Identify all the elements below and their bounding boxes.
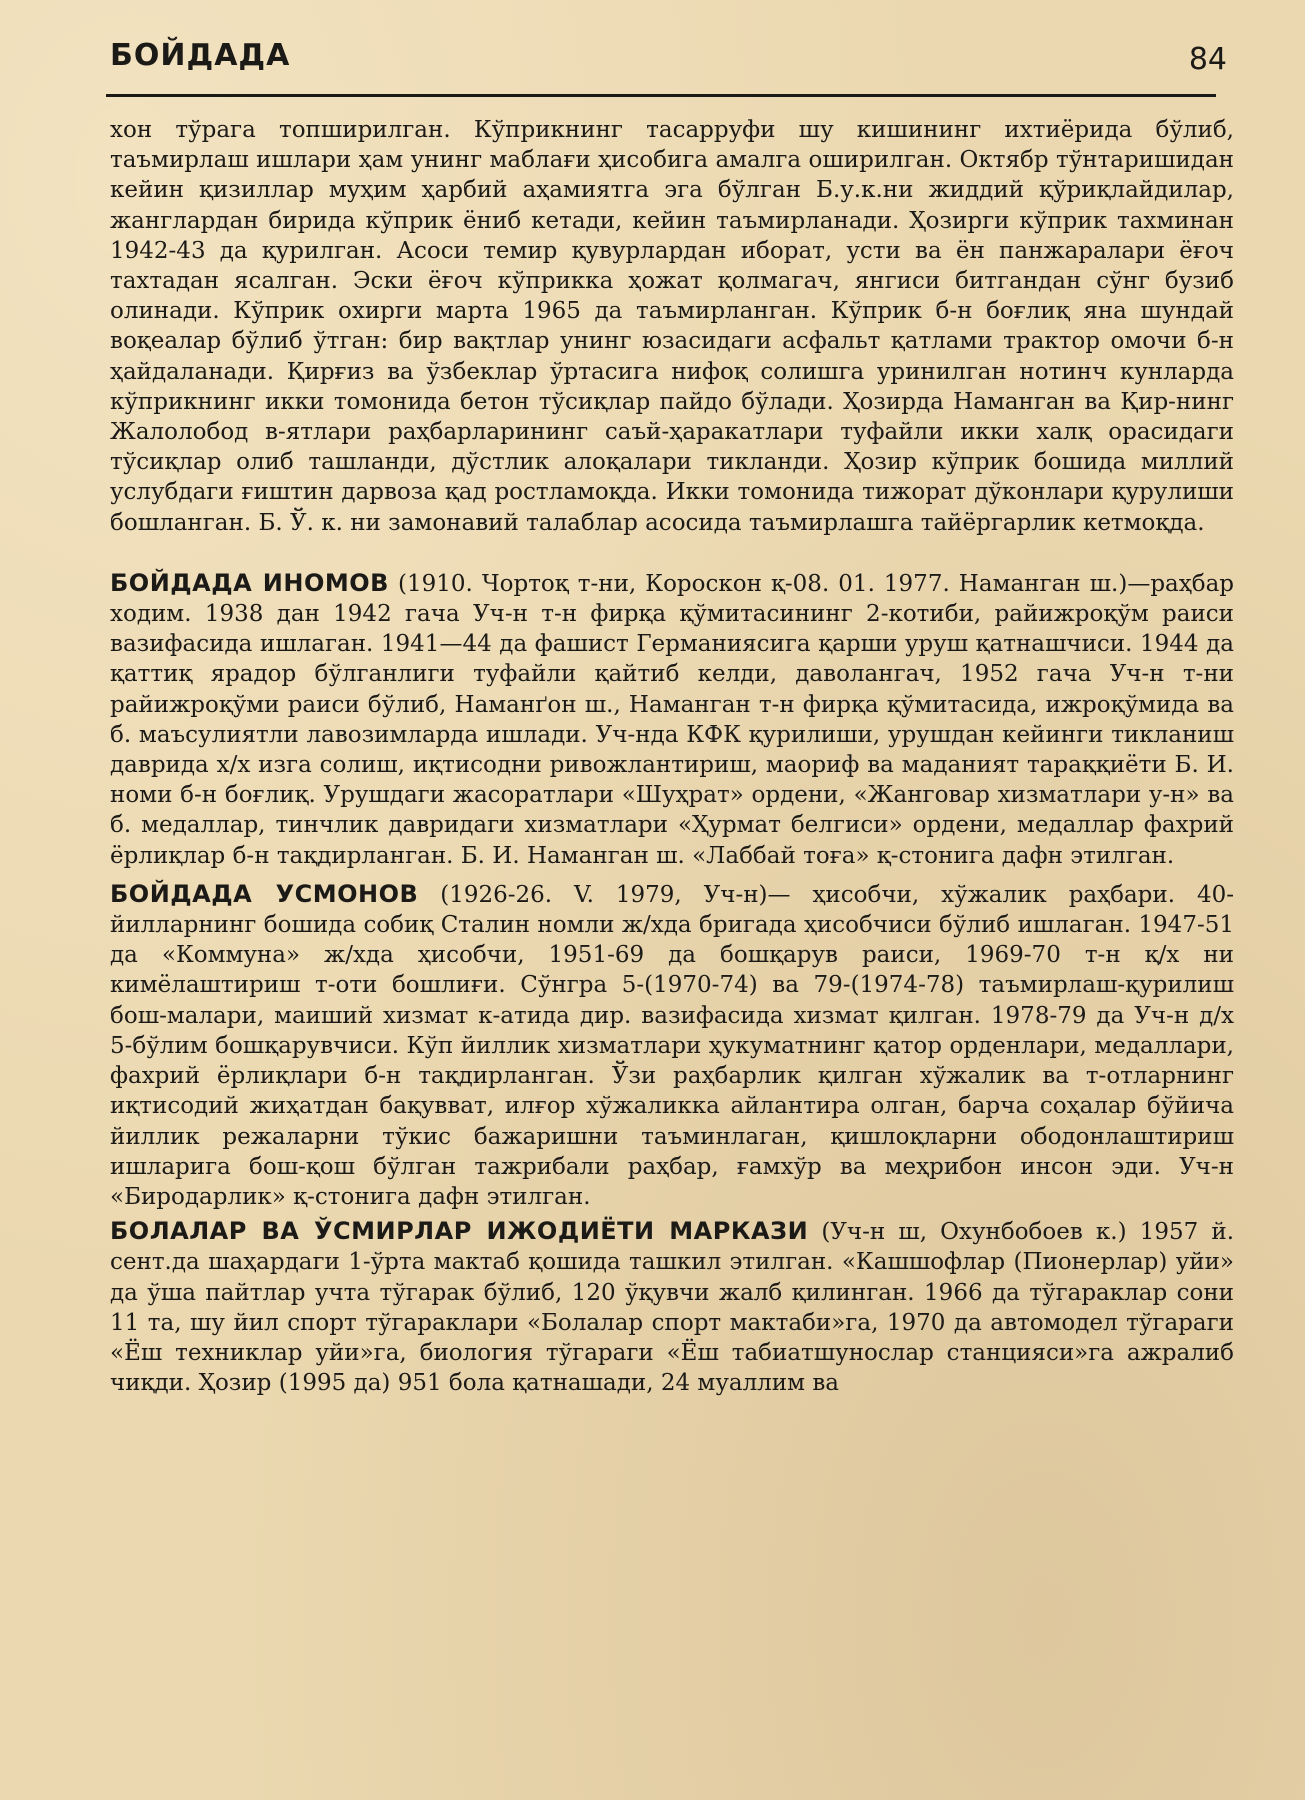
entry-headword: БОЙДАДА ИНОМОВ	[110, 568, 389, 597]
entry-boydada-inomov	[110, 568, 1234, 871]
entry-text: (1910. Чортоқ т-ни, Корoскон қ-08. 01. 1977. Наманган ш.)—раҳбар ходим. 1938 дан 1942 гача Уч-н т-н фирқа қўмитасининг 2-котиби, райижроқўм раиси вазифасида ишлаган. 1941—44 да фашист Германиясига қарши уруш қатнашчиси. 1944 да қаттиқ ярадор бўлганлиги туфайли қайтиб келди, даволангач, 1952 гача Уч-н т-ни райижроқўми раиси бўлиб, Наманґон ш., Наманган т-н фирқа қўмитасида, ижроқўмида ва б. маъсулиятли лавозимларда ишлади. Уч-нда КФК қурилиши, урушдан кейинги тикланиш даврида х/х изга солиш, иқтисодни ривожлантириш, маориф ва маданият тараққиёти Б. И. номи б-н боғлиқ. Урушдаги жасоратлари «Шуҳрат» ордени, «Жанговар хизматлари у-н» ва б. медаллар, тинчлик давридаги хизматлари «Ҳурмат белгиси» ордени, медаллар фахрий ёрлиқлар б-н тақдирланган. Б. И. Наманган ш. «Лаббай тоға» қ-стонига дафн этилган.	[110, 570, 1235, 869]
entry-bolalar-markazi	[110, 1216, 1234, 1398]
entry-text: хон тўрага топширилган. Кўприкнинг тасарруфи шу кишининг ихтиёрида бўлиб, таъмирлаш ишлари ҳам унинг маблағи ҳисобига амалга оширилган. Октябр тўнтаришидан кейин қизиллар муҳим ҳарбий аҳамиятга эга бўлган Б.у.к.ни жиддий қўриқлайдилар, жанглардан бирида кўприк ёниб кетади, кейин таъмирланади. Ҳозирги кўприк тахминан 1942-43 да қурилган. Асоси темир қувурлардан иборат, усти ва ён панжаралари ёғоч тахтадан ясалган. Эски ёғоч кўприкка ҳожат қолмагач, янгиси битгандан сўнг бузиб олинади. Кўприк охирги марта 1965 да таъмирланган. Кўприк б-н боғлиқ яна шундай воқеалар бўлиб ўтган: бир вақтлар унинг юзасидаги асфальт қатлами трактор омочи б-н ҳайдаланади. Қирғиз ва ўзбеклар ўртасига нифоқ солишга уринилган нотинч кунларда кўприкнинг икки томонида бетон тўсиқлар пайдо бўлади. Ҳозирда Наманган ва Қир-нинг Жалолобод в-ятлари раҳбарларининг саъй-ҳаракатлари туфайли икки халқ орасидаги тўсиқлар олиб ташланди, дўстлик алоқалари тикланди. Ҳозир кўприк бошида миллий услубдаги ғиштин дарвоза қад ростламоқда. Икки томонида тижорат дўконлари қурулиши бошланган. Б. Ў. к. ни замонавий талаблар асосида таъмирлашга тайёргарлик кетмоқда.	[110, 117, 1234, 536]
entry-continuation	[110, 115, 1234, 538]
body-text	[110, 115, 1234, 1398]
entry-boydada-usmonov	[110, 879, 1234, 1212]
entry-headword: БОЙДАДА УСМОНОВ	[110, 879, 419, 908]
entry-text: (Уч-н ш, Охунбобоев к.) 1957 й. сент.да шаҳардаги 1-ўрта мактаб қошида ташкил этилган. «Кашшофлар (Пионерлар) уйи» да ўша пайтлар учта тўгарак бўлиб, 120 ўқувчи жалб қилинган. 1966 да тўгараклар сони 11 та, шу йил спорт тўгараклари «Болалар спорт мактаби»га, 1970 да автомодел тўгараги «Ёш техниклар уйи»га, биология тўгараги «Ёш табиатшунослар станцияси»га ажралиб чиқди. Ҳозир (1995 да) 951 бола қатнашади, 24 муаллим ва	[110, 1219, 1235, 1397]
entry-headword: БОЛАЛАР ВА ЎСМИРЛАР ИЖОДИЁТИ МАРКАЗИ	[110, 1217, 809, 1246]
entry-text: (1926-26. V. 1979, Уч-н)— ҳисобчи, хўжалик раҳбари. 40-йилларнинг бошида собиқ Сталин номли ж/хда бригада ҳисобчиси бўлиб ишлаган. 1947-51 да «Коммуна» ж/хда ҳисобчи, 1951-69 да бошқарув раиси, 1969-70 т-н қ/х ни кимёлаштириш т-оти бошлиғи. Сўнгра 5-(1970-74) ва 79-(1974-78) таъмирлаш-қурилиш бош-малари, маиший хизмат к-атида дир. вазифасида хизмат қилган. 1978-79 да Уч-н д/х 5-бўлим бошқарувчиси. Кўп йиллик хизматлари ҳукуматнинг қатор орденлари, медаллари, фахрий ёрлиқлари б-н тақдирланган. Ўзи раҳбарлик қилган хўжалик ва т-отларнинг иқтисодий жиҳатдан бақувват, илғор хўжаликка айлантира олган, барча соҳалар бўйича йиллик режаларни тўкис бажаришни таъминлаган, қишлоқларни ободонлаштириш ишларига бош-қош бўлган тажрибали раҳбар, ғамхўр ва меҳрибон инсон эди. Уч-н «Биродарлик» қ-стонига дафн этилган.	[110, 881, 1235, 1210]
page-number: 84	[1188, 42, 1227, 77]
running-head: БОЙДАДА	[110, 38, 291, 73]
header-rule	[106, 94, 1216, 97]
